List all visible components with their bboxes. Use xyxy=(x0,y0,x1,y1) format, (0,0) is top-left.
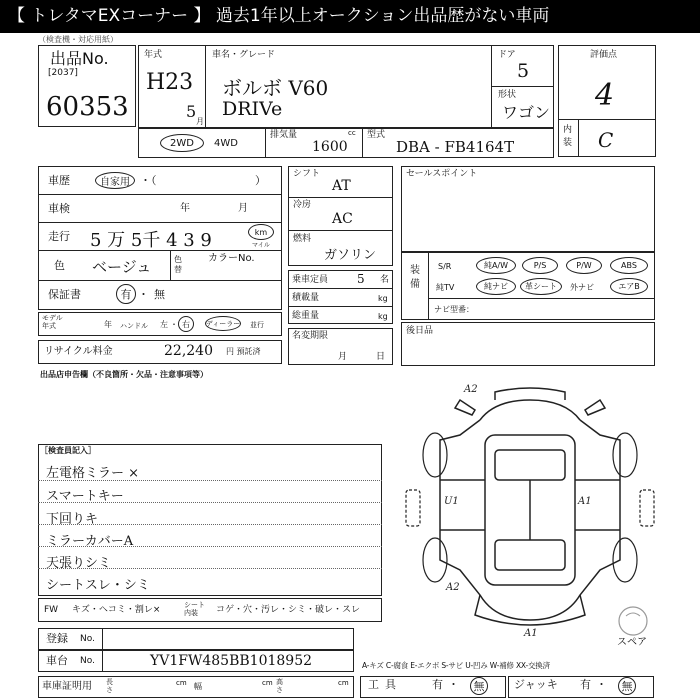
dealer: ディーラー xyxy=(205,316,241,331)
registration-label: 登録 xyxy=(46,632,68,645)
fuel-label: 燃料 xyxy=(293,234,312,244)
color-change: 色替 xyxy=(174,255,182,274)
certificate-cm-3: cm xyxy=(338,679,349,687)
vehicle-grade: DRIVe xyxy=(222,98,283,120)
spare-tire-icon xyxy=(616,604,650,638)
handle-dot: ・ xyxy=(170,320,178,329)
capacity-unit-0: 名 xyxy=(380,275,390,285)
jack-dot: ・ xyxy=(596,678,607,691)
color-label: 色 xyxy=(54,259,65,272)
year-label: 年式 xyxy=(144,50,163,60)
jack-label: ジャッキ xyxy=(514,678,558,691)
mileage-mile: マイル xyxy=(252,242,270,249)
jack-no: 無 xyxy=(618,677,636,695)
certificate-cm-2: cm xyxy=(262,679,273,687)
listing-tag: [2037] xyxy=(48,68,78,78)
jack-yes: 有 xyxy=(580,678,591,691)
spare-label: スペア xyxy=(617,637,647,648)
tools-yes: 有 xyxy=(432,678,443,691)
model-month: 5 xyxy=(186,102,197,121)
doors-label: ドア xyxy=(498,50,516,60)
fw-label: FW xyxy=(44,605,59,615)
handle-left: 左 xyxy=(160,320,168,329)
equip-ps: P/S xyxy=(522,257,558,274)
inspector-label: ［検査員記入］ xyxy=(40,446,96,455)
listing-number: 60353 xyxy=(46,92,129,122)
model-year-year: 年 xyxy=(104,320,112,329)
diagram-mark-a2-top: A2 xyxy=(464,384,478,395)
body-label: 形状 xyxy=(498,90,517,100)
capacity-unit-1: kg xyxy=(378,294,388,303)
color-value: ベージュ xyxy=(92,258,152,276)
mileage-label: 走行 xyxy=(48,230,70,243)
equip-navi-model: ナビ型番： xyxy=(434,305,474,314)
name-grade-label: 車名・グレード xyxy=(212,50,276,60)
aircon-value: AC xyxy=(332,211,353,227)
diagram-mark-a1-bottom: A1 xyxy=(524,628,538,639)
equip-tv: 純TV xyxy=(436,283,455,292)
handle-label: ハンドル xyxy=(120,322,148,330)
chassis-label: 車台 xyxy=(46,654,68,667)
model-year-label: モデル年式 xyxy=(42,314,63,330)
capacity-label-1: 積載量 xyxy=(292,293,320,303)
equip-pw: P/W xyxy=(566,257,602,274)
damage-legend: A-キズ C-腐食 E-エクボ S-サビ U-凹み W-補修 XX-交換済 xyxy=(362,661,550,670)
displacement-cc: cc xyxy=(348,129,356,137)
warranty-yes: 有 xyxy=(116,284,136,304)
score-label: 評価点 xyxy=(590,50,618,60)
score-value: 4 xyxy=(595,78,615,113)
inspector-note-5: シートスレ・シミ xyxy=(46,578,150,593)
diagram-mark-u1: U1 xyxy=(444,496,459,507)
fw-seat: シート内装 xyxy=(184,601,205,617)
fw-items2: コゲ・穴・汚レ・シミ・破レ・スレ xyxy=(216,605,361,615)
shift-label: シフト xyxy=(293,169,321,179)
header-title: 【 トレタマEXコーナー 】 過去1年以上オークション出品歴がない車両 xyxy=(8,6,550,26)
displacement-label: 排気量 xyxy=(270,130,298,140)
registration-no: No. xyxy=(80,634,95,644)
sales-point-label: セールスポイント xyxy=(406,169,478,179)
certificate-height: 高さ xyxy=(276,678,283,694)
interior-value: C xyxy=(598,128,614,152)
warranty-label: 保証書 xyxy=(48,288,81,301)
ship-date-box xyxy=(401,322,655,366)
ship-date-label: 後日品 xyxy=(406,326,434,336)
vehicle-make: ボルボ V60 xyxy=(222,76,329,100)
inspection-label: 車検 xyxy=(48,202,70,215)
capacity-unit-2: kg xyxy=(378,312,388,321)
tools-no: 無 xyxy=(470,677,488,695)
fuel-value: ガソリン xyxy=(324,248,377,263)
recycle-amount: 22,240 xyxy=(164,343,213,359)
inspector-note-2: 下回りキ xyxy=(46,512,99,527)
warranty-no: 無 xyxy=(154,288,165,301)
history-circled: 自家用 xyxy=(95,172,135,189)
diagram-mark-a2-bottom: A2 xyxy=(446,582,460,593)
form-note: （検査機・対応用紙） xyxy=(38,35,118,44)
diagram-mark-a1-right: A1 xyxy=(578,496,592,507)
capacity-label-0: 乗車定員 xyxy=(292,275,329,285)
history-close: ） xyxy=(255,174,266,187)
inspector-note-4: 天張りシミ xyxy=(46,556,112,571)
chassis-no: No. xyxy=(80,656,95,666)
handle-right: 右 xyxy=(178,316,194,332)
fw-items: キズ・ヘコミ・割レ× xyxy=(72,605,161,615)
equip-ext-navi: 外ナビ xyxy=(570,283,594,292)
drive-2wd: 2WD xyxy=(160,134,204,152)
inspector-note-1: スマートキー xyxy=(46,489,124,504)
inspector-note-0: 左電格ミラー × xyxy=(46,466,140,481)
drive-4wd: 4WD xyxy=(214,138,238,149)
certificate-length: 長さ xyxy=(106,678,113,694)
body-value: ワゴン xyxy=(502,103,551,122)
equip-sr: S/R xyxy=(438,262,452,271)
certificate-width: 幅 xyxy=(194,682,202,691)
name-change-day: 日 xyxy=(376,352,386,362)
shift-value: AT xyxy=(332,178,351,194)
name-change-label: 名変期限 xyxy=(292,331,329,341)
parallel: 並行 xyxy=(250,321,264,329)
aircon-label: 冷房 xyxy=(293,200,312,210)
interior-label: 内装 xyxy=(563,125,573,148)
capacity-label-2: 総重量 xyxy=(292,311,320,321)
mileage-unit: km xyxy=(248,224,274,240)
equip-aw: 純A/W xyxy=(476,257,516,274)
model-code-label: 型式 xyxy=(367,130,386,140)
name-change-month: 月 xyxy=(338,352,348,362)
equip-navi: 純ナビ xyxy=(476,278,516,295)
tools-label: 工具 xyxy=(368,678,402,691)
doors-value: 5 xyxy=(517,60,530,82)
equipment-label: 装備 xyxy=(410,265,420,290)
listing-no-label: 出品No. xyxy=(50,49,109,68)
inspection-year: 年 xyxy=(180,203,190,214)
model-code: DBA - FB4164T xyxy=(396,138,515,156)
mileage-value: 5 万 5千 4 3 9 xyxy=(90,230,212,251)
color-no: カラーNo. xyxy=(208,253,255,264)
certificate-label: 車庫証明用 xyxy=(42,681,92,692)
model-year: H23 xyxy=(146,70,194,95)
recycle-suffix: 円 預託済 xyxy=(226,347,261,356)
certificate-cm-1: cm xyxy=(176,679,187,687)
recycle-label: リサイクル料金 xyxy=(44,346,113,357)
tools-dot: ・ xyxy=(448,678,459,691)
history-rest: ・（ xyxy=(140,174,157,187)
defects-label: 出品店申告欄（不良箇所・欠品・注意事項等） xyxy=(40,370,208,379)
equip-abs: ABS xyxy=(610,257,648,274)
equip-leather: 革シート xyxy=(520,278,562,295)
warranty-dot: ・ xyxy=(138,288,149,301)
history-label: 車歴 xyxy=(48,174,70,187)
inspector-note-3: ミラーカバーA xyxy=(46,534,134,549)
capacity-value-0: 5 xyxy=(357,272,365,286)
page-header xyxy=(0,0,700,33)
inspection-month: 月 xyxy=(238,203,248,214)
chassis-value: YV1FW485BB1018952 xyxy=(150,653,313,669)
displacement-value: 1600 xyxy=(312,139,348,155)
equip-airbag: エアB xyxy=(610,278,648,295)
model-month-suffix: 月 xyxy=(196,117,204,126)
